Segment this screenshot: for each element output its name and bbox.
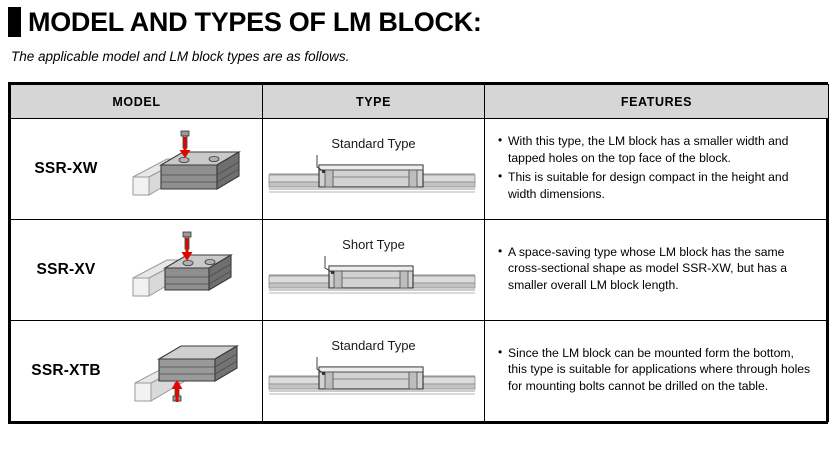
model-name: SSR-XV xyxy=(36,261,96,278)
type-name: Standard Type xyxy=(331,338,416,353)
column-header-features: FEATURES xyxy=(485,85,829,119)
lm-block-drawing-icon xyxy=(121,321,262,421)
table-header-row xyxy=(11,85,829,119)
features-list xyxy=(498,345,816,395)
model-name: SSR-XTB xyxy=(31,362,101,379)
feature-item: • With this type, the LM block has a smaller width and tapped holes on the top face of the block. xyxy=(498,133,816,166)
lm-block-drawing-icon xyxy=(121,119,262,219)
heading-accent-bar xyxy=(8,7,21,37)
model-cell xyxy=(11,119,263,220)
lm-rail-side-view-icon xyxy=(263,153,484,205)
lm-block-drawing-icon xyxy=(121,220,262,320)
column-header-model: MODEL xyxy=(11,85,263,119)
table-row xyxy=(11,220,829,321)
page-heading xyxy=(8,0,828,40)
feature-item: • This is suitable for design compact in the height and width dimensions. xyxy=(498,169,816,202)
model-name: SSR-XW xyxy=(34,160,98,177)
table-row xyxy=(11,119,829,220)
type-name: Short Type xyxy=(342,237,405,252)
page-subtitle: The applicable model and LM block types are as follows. xyxy=(11,49,350,64)
features-cell xyxy=(485,321,829,422)
model-cell xyxy=(11,220,263,321)
type-name: Standard Type xyxy=(331,136,416,151)
features-list xyxy=(498,244,816,294)
feature-item: • A space-saving type whose LM block has the same cross-sectional shape as model SSR-XW, but has a smaller overall LM block length. xyxy=(498,244,816,294)
type-cell xyxy=(263,119,485,220)
type-cell xyxy=(263,220,485,321)
column-header-type: TYPE xyxy=(263,85,485,119)
model-types-table xyxy=(8,82,828,424)
lm-rail-side-view-icon xyxy=(263,254,484,306)
page-title: MODEL AND TYPES OF LM BLOCK: xyxy=(28,7,482,37)
features-cell xyxy=(485,119,829,220)
table-row xyxy=(11,321,829,422)
lm-rail-side-view-icon xyxy=(263,355,484,407)
features-list xyxy=(498,133,816,202)
features-cell xyxy=(485,220,829,321)
type-cell xyxy=(263,321,485,422)
feature-item: • Since the LM block can be mounted form the bottom, this type is suitable for applications where through holes for mounting bolts cannot be drilled on the table. xyxy=(498,345,816,395)
model-cell xyxy=(11,321,263,422)
